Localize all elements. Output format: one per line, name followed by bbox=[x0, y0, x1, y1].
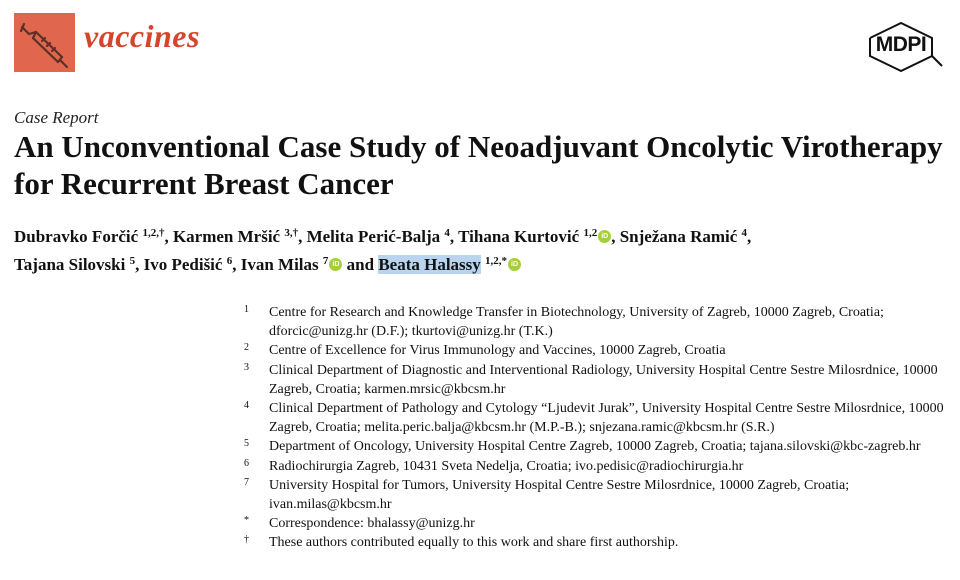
author-name[interactable]: Ivo Pedišić bbox=[143, 255, 223, 274]
affiliation-text: Clinical Department of Diagnostic and Interventional Radiology, University Hospital Centre Sestre Milosrdnice, 10000 Zagreb, Croatia; karmen.mrsic@kbcsm.hr bbox=[269, 362, 938, 397]
author-affiliation-sup: 1,2 bbox=[583, 227, 598, 239]
author bbox=[14, 227, 169, 246]
affiliation-marker: 5 bbox=[244, 438, 249, 450]
affiliation-marker: 4 bbox=[244, 400, 249, 412]
affiliation-marker: 6 bbox=[244, 457, 249, 469]
affiliation-item bbox=[244, 303, 950, 341]
author-name[interactable]: Beata Halassy bbox=[378, 255, 481, 274]
affiliation-text: Clinical Department of Pathology and Cytology “Ljudevit Jurak”, University Hospital Centre Sestre Milosrdnice, 10000 Zagreb, Croatia; melita.peric.balja@kbcsm.hr (M.P.-B.); snjezana.ramic@kbcsm.hr (S.R.) bbox=[269, 401, 944, 436]
author-affiliation-sup: 3,† bbox=[284, 227, 299, 239]
affiliation-marker: 7 bbox=[244, 476, 249, 488]
author-affiliation-sup: 1,2,* bbox=[485, 255, 508, 267]
affiliation-marker: 1 bbox=[244, 304, 249, 315]
orcid-icon[interactable]: iD bbox=[508, 258, 521, 271]
author-affiliation-sup: 7 bbox=[322, 255, 329, 267]
affiliation-item bbox=[244, 437, 950, 456]
article-type: Case Report bbox=[14, 108, 99, 127]
author-name[interactable]: Dubravko Forčić bbox=[14, 227, 139, 246]
author-separator: , bbox=[164, 227, 169, 246]
author-name[interactable]: Melita Perić-Balja bbox=[306, 227, 441, 246]
author-name[interactable]: Ivan Milas bbox=[240, 255, 319, 274]
affiliation-item bbox=[244, 476, 950, 514]
affiliation-marker: 3 bbox=[244, 361, 249, 373]
orcid-icon[interactable]: iD bbox=[329, 258, 342, 271]
author-affiliation-sup: 5 bbox=[129, 255, 136, 267]
author bbox=[173, 227, 302, 246]
author bbox=[307, 227, 455, 246]
author-affiliation-sup: 1,2,† bbox=[142, 227, 165, 239]
author-affiliation-sup: 4 bbox=[444, 227, 450, 239]
affiliation-marker: * bbox=[244, 515, 249, 527]
author-separator: , bbox=[232, 255, 237, 274]
publisher-name: MDPI bbox=[875, 33, 927, 56]
affiliation-item bbox=[244, 533, 950, 552]
author bbox=[378, 255, 521, 274]
affiliation-item bbox=[244, 361, 950, 399]
publisher-logo[interactable] bbox=[864, 20, 944, 72]
author-separator: , bbox=[135, 255, 140, 274]
author-separator: , bbox=[747, 227, 752, 246]
author-affiliation-sup: 4 bbox=[741, 227, 748, 239]
affiliation-text: These authors contributed equally to this work and share first authorship. bbox=[269, 535, 679, 551]
author bbox=[241, 255, 343, 274]
author-name[interactable]: Karmen Mršić bbox=[172, 227, 281, 246]
affiliation-marker: 2 bbox=[244, 342, 249, 354]
affiliation-text: Correspondence: bhalassy@unizg.hr bbox=[269, 516, 475, 532]
author-name[interactable]: Tihana Kurtović bbox=[458, 227, 580, 246]
author-name[interactable]: Tajana Silovski bbox=[14, 255, 126, 274]
affiliation-text: Department of Oncology, University Hospital Centre Zagreb, 10000 Zagreb, Croatia; tajana.silovski@kbc-zagreb.hr bbox=[269, 439, 921, 455]
author-separator: , bbox=[298, 227, 303, 246]
author-separator: , bbox=[611, 227, 616, 246]
author-conjunction: and bbox=[346, 255, 379, 274]
affiliation-text: Radiochirurgia Zagreb, 10431 Sveta Nedelja, Croatia; ivo.pedisic@radiochirurgia.hr bbox=[269, 458, 744, 474]
affiliation-item bbox=[244, 457, 950, 476]
author-list bbox=[14, 221, 944, 277]
journal-name[interactable]: vaccines bbox=[84, 18, 200, 54]
author bbox=[14, 255, 139, 274]
author bbox=[620, 227, 752, 246]
affiliation-item bbox=[244, 341, 950, 360]
affiliation-item bbox=[244, 514, 950, 533]
author-affiliation-sup: 6 bbox=[226, 255, 233, 267]
affiliation-list bbox=[244, 303, 950, 553]
author bbox=[144, 255, 237, 274]
affiliation-text: Centre of Excellence for Virus Immunology and Vaccines, 10000 Zagreb, Croatia bbox=[269, 343, 726, 359]
syringe-icon bbox=[14, 13, 75, 72]
journal-logo[interactable] bbox=[14, 13, 75, 72]
author-separator: , bbox=[449, 227, 455, 246]
author bbox=[458, 227, 615, 246]
affiliation-item bbox=[244, 399, 950, 437]
orcid-icon[interactable]: iD bbox=[598, 230, 611, 243]
author-name[interactable]: Snježana Ramić bbox=[619, 227, 738, 246]
affiliation-text: University Hospital for Tumors, University Hospital Centre Sestre Milosrdnice, 10000 Zagreb, Croatia; ivan.milas@kbcsm.hr bbox=[269, 477, 850, 513]
affiliation-text: Centre for Research and Knowledge Transfer in Biotechnology, University of Zagreb, 10000 Zagreb, Croatia; dforcic@unizg.hr (D.F.); tkurtovi@unizg.hr (T.K.) bbox=[269, 305, 884, 340]
article-title: An Unconventional Case Study of Neoadjuvant Oncolytic Virotherapy for Recurrent Breast Cancer bbox=[14, 129, 943, 201]
affiliation-marker: † bbox=[244, 534, 249, 546]
